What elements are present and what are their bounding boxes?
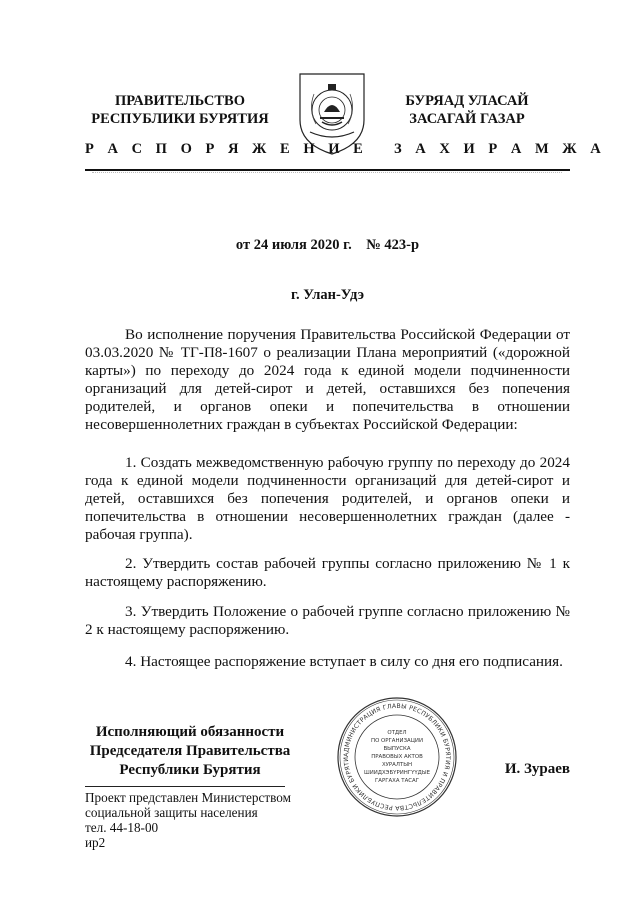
stamp-line-2: ПО ОРГАНИЗАЦИИ — [371, 738, 423, 744]
doc-type-bua: З А Х И Р А М Ж А — [394, 141, 606, 157]
body-item-3 — [85, 603, 570, 639]
item-1-paragraph: 1. Создать межведомственную рабочую группу по переходу до 2024 года к единой модели подчиненности организаций для детей-сирот и детей, оставшихся без попечения родителей, и органов опеки и попечительства в отношении несовершеннолетних граждан (далее - рабочая группа). — [85, 454, 570, 543]
footer-line3: тел. 44-18-00 — [85, 820, 159, 835]
issuer-line2-ru: РЕСПУБЛИКИ БУРЯТИЯ — [91, 111, 269, 127]
footer-line1: Проект представлен Министерством — [85, 790, 291, 805]
stamp-line-3: ВЫПУСКА — [383, 746, 411, 752]
header-divider — [85, 169, 570, 171]
signatory-name: И. Зураев — [504, 761, 570, 777]
body-item-2 — [85, 555, 570, 591]
issuer-block-ru — [85, 92, 275, 128]
official-stamp — [336, 696, 458, 818]
intro-paragraph: Во исполнение поручения Правительства Российской Федерации от 03.03.2020 № ТГ-П8-1607 о реализации Плана мероприятий («дорожной карты») по переходу до 2024 года к единой модели подчиненности организаций для детей-сирот и детей, оставшихся без попечения родителей, и органов опеки и попечительства в отношении несовершеннолетних граждан в субъектах Российской Федерации: — [85, 326, 570, 433]
footer-line4: ир2 — [85, 835, 106, 850]
stamp-ring-text: АДМИНИСТРАЦИЯ ГЛАВЫ РЕСПУБЛИКИ БУРЯТИЯ И ПРАВИТЕЛЬСТВА РЕСПУБЛИКИ БУРЯТИ — [342, 702, 452, 812]
issuer-line2-bua: ЗАСАГАЙ ГАЗАР — [409, 111, 525, 127]
stamp-line-7: ГАРГАХА ТАСАГ — [374, 778, 420, 784]
signatory-position — [85, 723, 295, 780]
position-line2: Председателя Правительства — [89, 743, 291, 759]
coat-of-arms-emblem — [296, 70, 368, 156]
issuer-line1-ru: ПРАВИТЕЛЬСТВО — [115, 93, 245, 109]
stamp-line-6: ШИИДХЭБҮРИНГҮҮДЫЕ — [363, 770, 431, 776]
footer-divider — [85, 786, 285, 787]
date-number: от 24 июля 2020 г. № 423-р — [235, 237, 420, 253]
item-4-paragraph: 4. Настоящее распоряжение вступает в силу со дня его подписания. — [125, 653, 563, 670]
item-3-paragraph: 3. Утвердить Положение о рабочей группе согласно приложению № 2 к настоящему распоряжению. — [85, 603, 570, 638]
body-intro — [85, 326, 570, 434]
footer-line2: социальной защиты населения — [85, 805, 258, 820]
item-2-paragraph: 2. Утвердить состав рабочей группы согласно приложению № 1 к настоящему распоряжению. — [85, 555, 570, 590]
position-line1: Исполняющий обязанности — [95, 724, 285, 740]
body-item-4 — [85, 653, 570, 671]
stamp-line-5: ХУРАЛТЫН — [381, 762, 413, 768]
doc-type-ru: Р А С П О Р Я Ж Е Н И Е — [85, 141, 368, 157]
stamp-line-1: ОТДЕЛ — [387, 730, 407, 736]
stamp-line-4: ПРАВОВЫХ АКТОВ — [371, 754, 423, 760]
issuer-line1-bua: БУРЯАД УЛАСАЙ — [405, 93, 529, 109]
position-line3: Республики Бурятия — [119, 762, 261, 778]
dotted-divider — [92, 172, 562, 181]
body-item-1 — [85, 454, 570, 544]
issuer-block-bua — [372, 92, 562, 128]
city: г. Улан-Удэ — [291, 287, 364, 303]
footer-note — [85, 790, 345, 850]
